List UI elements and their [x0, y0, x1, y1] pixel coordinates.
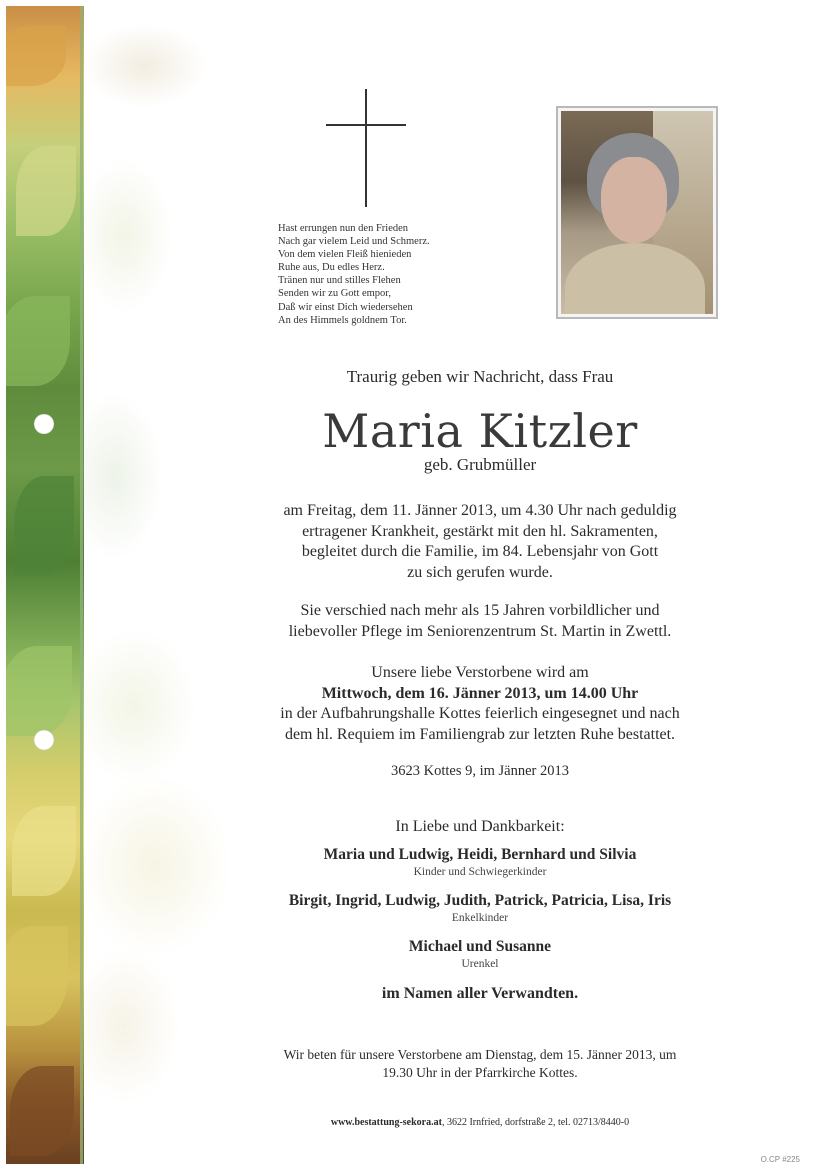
poem-line: Ruhe aus, Du edles Herz. [278, 262, 385, 274]
text-line: Sie verschied nach mehr als 15 Jahren vorbildlicher und [300, 602, 660, 619]
poem-line: Tränen nur und stilles Flehen [278, 275, 401, 287]
text-line: zu sich gerufen wurde. [407, 563, 553, 581]
punch-hole-bottom [34, 730, 54, 750]
deceased-name: Maria Kitzler [322, 404, 638, 458]
funeral-date: Mittwoch, dem 16. Jänner 2013, um 14.00 Uhr [321, 684, 639, 702]
love-line: In Liebe und Dankbarkeit: [395, 818, 565, 835]
closing-line: im Namen aller Verwandten. [381, 985, 579, 1002]
text-line: 19.30 Uhr in der Pfarrkirche Kottes. [382, 1065, 578, 1080]
portrait-image [561, 111, 713, 314]
portrait-photo [556, 106, 718, 319]
cross-icon-bar [326, 124, 406, 126]
intro-line: Traurig geben wir Nachricht, dass Frau [346, 367, 614, 386]
text-line: dem hl. Requiem im Familiengrab zur letzten Ruhe bestattet. [284, 725, 676, 743]
memorial-poem [278, 222, 498, 327]
relation-label: Enkelkinder [451, 912, 509, 924]
text-line: ertragener Krankheit, gestärkt mit den hl. Sakramenten, [302, 522, 658, 540]
poem-line: Daß wir einst Dich wiedersehen [278, 301, 413, 313]
text-line: begleitet durch die Familie, im 84. Lebensjahr von Gott [301, 543, 659, 561]
text-line: am Freitag, dem 11. Jänner 2013, um 4.30 Uhr nach geduldig [283, 502, 677, 519]
mourners-children: Maria und Ludwig, Heidi, Bernhard und Silvia [323, 846, 637, 863]
text-line: liebevoller Pflege im Seniorenzentrum St. Martin in Zwettl. [288, 622, 672, 640]
poem-line: Hast errungen nun den Frieden [278, 223, 409, 234]
prayer-notice [230, 1046, 730, 1082]
place-date: 3623 Kottes 9, im Jänner 2013 [390, 763, 569, 779]
text-line: in der Aufbahrungshalle Kottes feierlich eingesegnet und nach [280, 705, 680, 723]
document-code: O.CP #225 [760, 1155, 800, 1164]
text-line: Wir beten für unsere Verstorbene am Dienstag, dem 15. Jänner 2013, um [283, 1047, 677, 1062]
punch-hole-top [34, 414, 54, 434]
website-link[interactable]: www.bestattung-sekora.at [330, 1117, 442, 1128]
maiden-name: geb. Grubmüller [423, 455, 537, 474]
footer-address: , 3622 Irnfried, dorfstraße 2, tel. 02713/8440-0 [441, 1117, 630, 1128]
poem-line: An des Himmels goldnem Tor. [278, 314, 407, 326]
poem-line: Senden wir zu Gott empor, [278, 288, 392, 300]
cross-icon [365, 89, 367, 207]
autumn-leaves-decoration [6, 6, 84, 1164]
mourners-grandchildren: Birgit, Ingrid, Ludwig, Judith, Patrick, Patricia, Lisa, Iris [288, 892, 672, 909]
poem-line: Nach gar vielem Leid und Schmerz. [278, 236, 430, 248]
funeral-paragraph [230, 663, 730, 745]
poem-line: Von dem vielen Fleiß hienieden [278, 249, 412, 261]
relation-label: Urenkel [461, 958, 499, 970]
relation-label: Kinder und Schwiegerkinder [413, 866, 547, 878]
death-paragraph [230, 501, 730, 583]
mourners-great-grandchildren: Michael und Susanne [408, 938, 552, 955]
footer [230, 1117, 730, 1128]
text-line: Unsere liebe Verstorbene wird am [371, 664, 589, 681]
care-paragraph [230, 601, 730, 642]
